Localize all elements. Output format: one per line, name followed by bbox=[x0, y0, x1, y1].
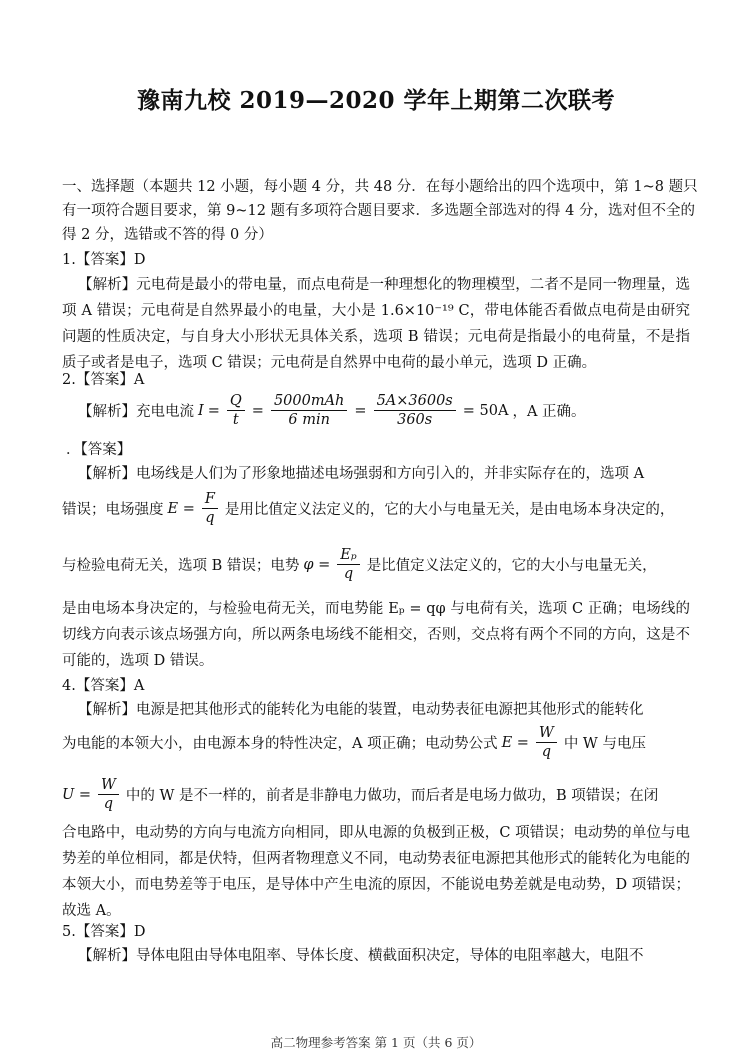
q3-fraction-ep-over-q bbox=[337, 546, 359, 583]
section-label: 一、选择题 bbox=[62, 179, 135, 195]
q4-text: 为电能的本领大小，由电源本身的特性决定，A 项正确；电动势公式 bbox=[62, 736, 498, 752]
q4-fraction-w-over-q-2 bbox=[98, 776, 119, 813]
q4-analysis-line3 bbox=[62, 776, 658, 813]
q3-analysis-line1: 【解析】电场线是人们为了形象地描述电场强弱和方向引入的，并非实际存在的，选项 A bbox=[78, 466, 645, 482]
frac-num: W bbox=[536, 724, 557, 743]
q2-prefix: 【解析】充电电流 bbox=[78, 404, 194, 420]
q2-eq3: = bbox=[354, 402, 367, 419]
q2-answer: 2.【答案】A bbox=[62, 372, 145, 388]
frac-den: t bbox=[232, 412, 239, 428]
frac-num: 5A×3600s bbox=[374, 392, 456, 411]
q2-suffix: ，A 正确。 bbox=[512, 404, 586, 420]
q4-analysis-line1: 【解析】电源是把其他形式的能转化为电能的装置，电动势表征电源把其他形式的能转化 bbox=[78, 702, 644, 718]
q5-answer: 5.【答案】D bbox=[62, 924, 146, 940]
frac-den: 360s bbox=[397, 412, 433, 428]
q2-fraction-converted bbox=[374, 392, 456, 429]
frac-num: Q bbox=[227, 392, 245, 411]
frac-den: 6 min bbox=[288, 412, 330, 428]
q2-eq1: = bbox=[207, 402, 220, 419]
q2-result: = 50A bbox=[462, 402, 509, 419]
q2-current-symbol: I bbox=[198, 402, 204, 419]
frac-den: q bbox=[541, 744, 552, 760]
page-title: 豫南九校 2019—2020 学年上期第二次联考 bbox=[136, 87, 616, 114]
page-footer: 高二物理参考答案 第 1 页（共 6 页） bbox=[270, 1035, 482, 1050]
frac-den: q bbox=[103, 796, 114, 812]
q5-analysis-line1: 【解析】导体电阻由导体电阻率、导体长度、横截面积决定，导体的电阻率越大，电阻不 bbox=[78, 948, 644, 964]
q4-answer: 4.【答案】A bbox=[62, 678, 145, 694]
q2-equation-line bbox=[78, 392, 586, 429]
section-instructions: （本题共 12 小题，每小题 4 分，共 48 分．在每小题给出的四个选项中，第 1~8 题只有一项符合题目要求，第 9~12 题有多项符合题目要求．多选题全部选对的得 4 分，选对但不全的得 2 分，选错或不答的得 0 分） bbox=[62, 179, 698, 243]
q3-analysis-line4: 是由电场本身决定的，与检验电荷无关，而电势能 Eₚ = qφ 与电荷有关，选项 C 正确；电场线的切线方向表示该点场强方向，所以两条电场线不能相交，否则，交点将有两个不同的方向，这是不可能的，选项 D 错误。 bbox=[62, 601, 690, 669]
q1-answer: 1.【答案】D bbox=[62, 252, 146, 268]
q4-u-symbol: U = bbox=[62, 786, 91, 803]
q2-fraction-capacity bbox=[271, 392, 347, 429]
q4-fraction-w-over-q bbox=[536, 724, 557, 761]
q3-phi-symbol: φ = bbox=[303, 556, 331, 573]
section-header bbox=[62, 175, 702, 247]
q3-e-symbol: E = bbox=[167, 500, 195, 517]
q3-text: 是用比值定义法定义的，它的大小与电量无关，是由电场本身决定的， bbox=[224, 502, 675, 518]
frac-num: Eₚ bbox=[337, 546, 359, 565]
q4-text: 中的 W 是不一样的，前者是非静电力做功，而后者是电场力做功，B 项错误；在闭 bbox=[125, 788, 659, 804]
frac-num: F bbox=[202, 490, 218, 509]
q4-analysis-line4: 合电路中，电动势的方向与电流方向相同，即从电源的负极到正极，C 项错误；电动势的单位与电势差的单位相同，都是伏特，但两者物理意义不同，电动势表征电源把其他形式的能转化为电能的本领大小，而电势差等于电压，是导体中产生电流的原因，不能说电势差就是电动势，D 项错误；故选 A。 bbox=[62, 825, 690, 919]
frac-den: q bbox=[343, 566, 354, 582]
frac-den: q bbox=[205, 510, 215, 526]
q4-text: 中 W 与电压 bbox=[563, 736, 646, 752]
q3-text: 是比值定义法定义的，它的大小与电量无关， bbox=[366, 558, 657, 574]
q2-eq2: = bbox=[251, 402, 264, 419]
q3-analysis-line2 bbox=[62, 490, 674, 527]
frac-num: 5000mAh bbox=[271, 392, 347, 411]
q3-text: 错误；电场强度 bbox=[62, 502, 164, 518]
q4-analysis-line2 bbox=[62, 724, 646, 761]
q3-fraction-f-over-q bbox=[202, 490, 218, 527]
q3-answer: ．【答案】 bbox=[66, 442, 132, 458]
q4-e-symbol: E = bbox=[501, 734, 529, 751]
q2-fraction-q-over-t bbox=[227, 392, 245, 429]
frac-num: W bbox=[98, 776, 119, 795]
q1-analysis: 【解析】元电荷是最小的带电量，而点电荷是一种理想化的物理模型，二者不是同一物理量，选项 A 错误；元电荷是自然界最小的电量，大小是 1.6×10⁻¹⁹ C，带电体能否看做点电荷是由研究问题的性质决定，与自身大小形状无具体关系，选项 B 错误；元电荷是指最小的电荷量，不是指质子或者是电子，选项 C 错误；元电荷是自然界中电荷的最小单元，选项 D 正确。 bbox=[62, 277, 690, 371]
q3-text: 与检验电荷无关，选项 B 错误；电势 bbox=[62, 558, 300, 574]
q3-analysis-line3 bbox=[62, 546, 657, 583]
